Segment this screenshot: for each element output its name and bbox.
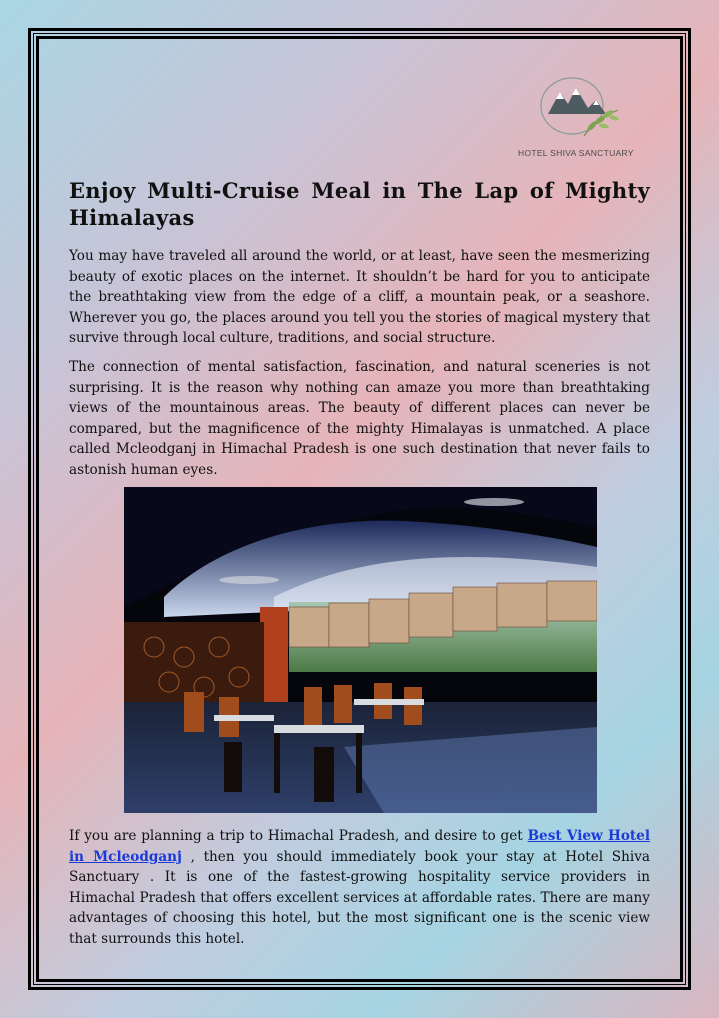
hotel-logo-icon (512, 62, 652, 162)
paragraph-booking (69, 826, 650, 949)
restaurant-photo (124, 487, 597, 813)
logo-text: HOTEL SHIVA SANCTUARY (518, 148, 634, 158)
page-title: Enjoy Multi-Cruise Meal in The Lap of Mighty Himalayas (69, 178, 650, 230)
paragraph-intro: You may have traveled all around the world, or at least, have seen the mesmerizing beauty of exotic places on the internet. It shouldn’t be hard for you to anticipate the breathtaking view from the edge of a cliff, a mountain peak, or a seashore. Wherever you go, the places around you tell you the stories of magical mystery that survive through local culture, traditions, and social structure. (69, 248, 650, 346)
paragraph-connection: The connection of mental satisfaction, fascination, and natural sceneries is not surprising. It is the reason why nothing can amaze you more than breathtaking views of the mountainous areas. The beauty of different places can never be compared, but the magnificence of the mighty Himalayas is unmatched. A place called Mcleodganj in Himachal Pradesh is one such destination that never fails to astonish human eyes. (69, 359, 650, 478)
paragraph-booking-text-start: If you are planning a trip to Himachal Pradesh, and desire to get (69, 828, 528, 844)
paragraph-booking-text-end: , then you should immediately book your stay at Hotel Shiva Sanctuary . It is one of the fastest-growing hospitality service providers in Himachal Pradesh that offers excellent services at affordable rates. There are many advantages of choosing this hotel, but the most significant one is the scenic view that surrounds this hotel. (69, 848, 650, 947)
best-view-hotel-link[interactable]: Best View Hotel in Mcleodganj (69, 828, 650, 865)
